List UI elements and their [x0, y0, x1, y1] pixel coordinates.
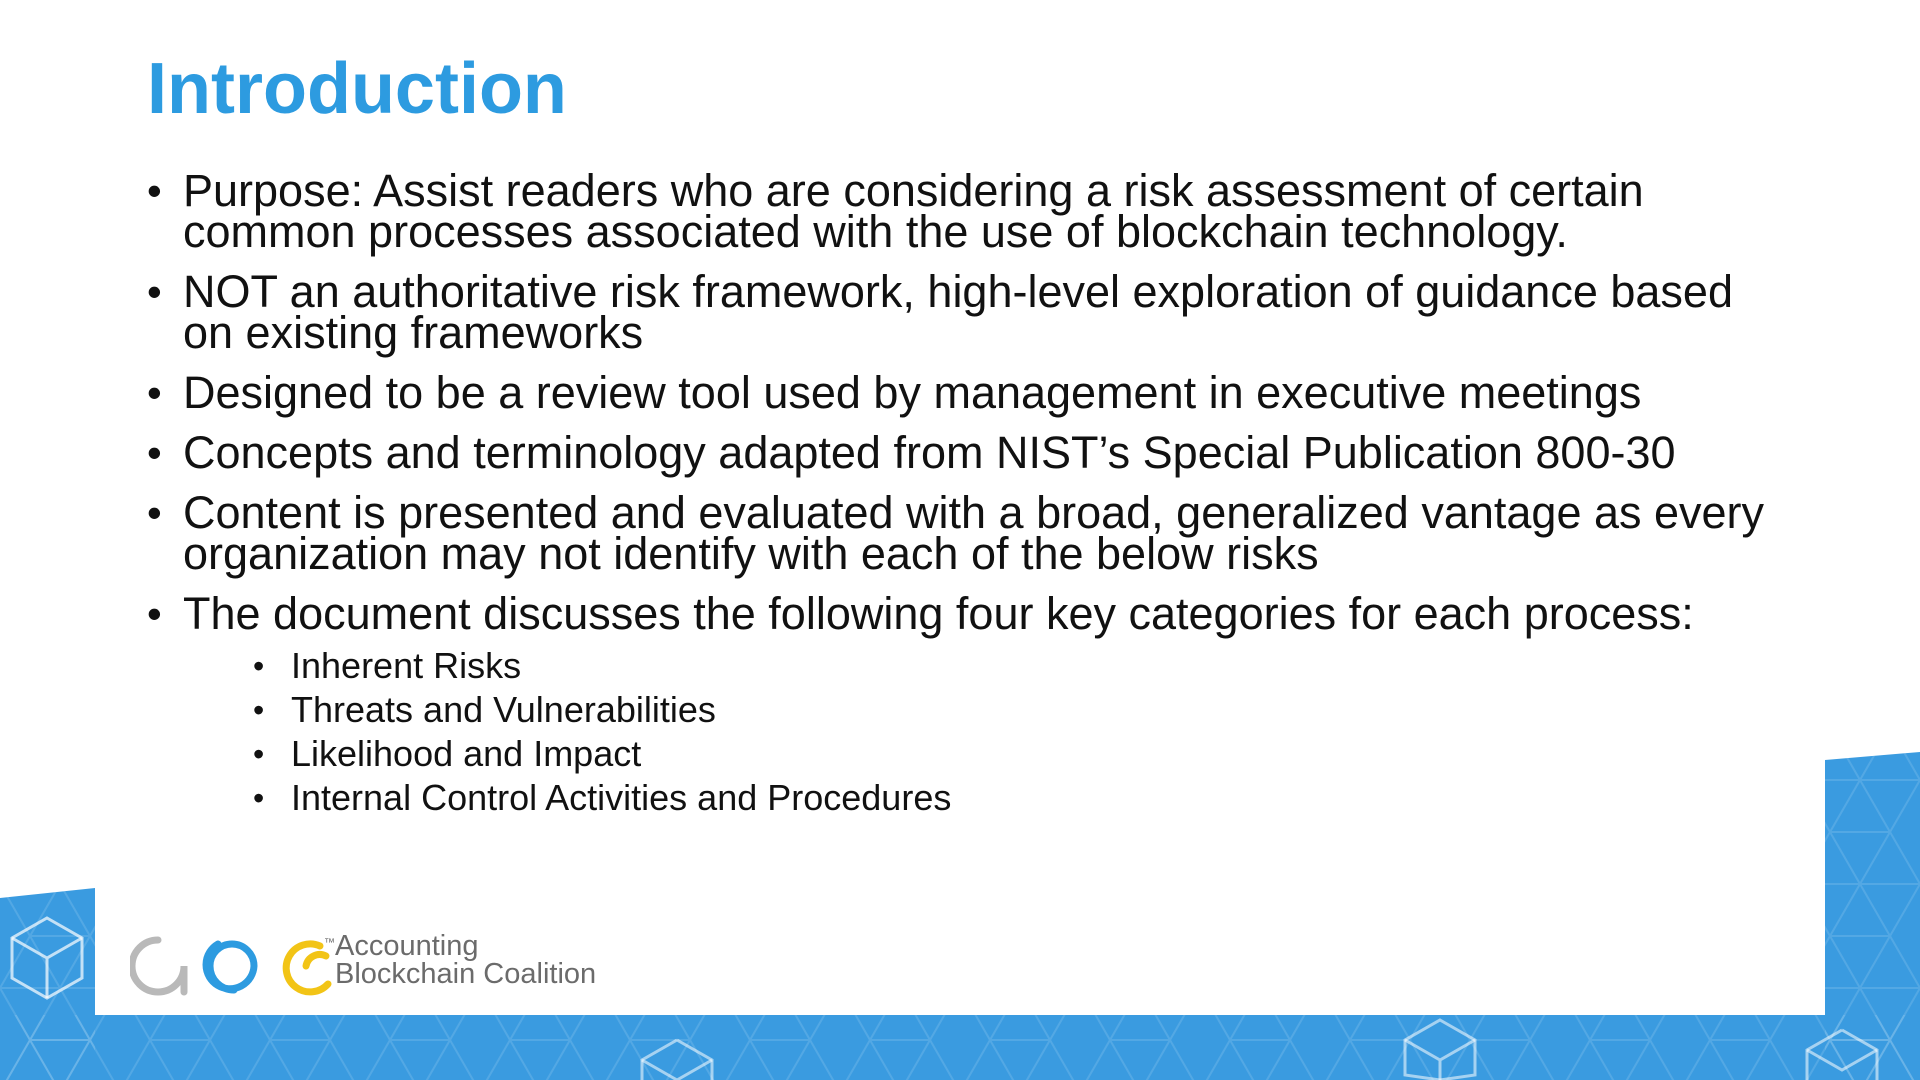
bullet-item [147, 487, 1767, 579]
bullet-item [147, 165, 1767, 257]
bullet-text: NOT an authoritative risk framework, high-level exploration of guidance based on existing frameworks [183, 266, 1733, 358]
slide-title: Introduction [147, 49, 567, 129]
bullet-dot: • [147, 429, 162, 476]
trademark-symbol: ™ [324, 937, 335, 949]
bullet-text: Concepts and terminology adapted from NIST’s Special Publication 800-30 [183, 427, 1676, 478]
bullet-item [147, 367, 1767, 418]
bullet-text: Designed to be a review tool used by management in executive meetings [183, 367, 1642, 418]
sub-bullet-dot: • [253, 736, 265, 772]
sub-bullet-item [253, 732, 1767, 776]
sub-bullet-dot: • [253, 780, 265, 816]
bullet-list [147, 165, 1767, 839]
bullet-item [147, 588, 1767, 820]
sub-bullet-text: Internal Control Activities and Procedures [291, 777, 952, 818]
bullet-dot: • [147, 268, 162, 315]
sub-bullet-dot: • [253, 692, 265, 728]
bullet-item [147, 427, 1767, 478]
logo-line-2: Blockchain Coalition [335, 958, 597, 990]
sub-bullet-item [253, 644, 1767, 688]
sub-bullet-text: Threats and Vulnerabilities [291, 689, 716, 730]
sub-bullet-list [183, 644, 1767, 820]
bullet-text: The document discusses the following four key categories for each process: [183, 588, 1694, 639]
logo-wordmark [335, 932, 596, 988]
sub-bullet-text: Inherent Risks [291, 645, 522, 686]
logo-line-1: Accounting [335, 930, 479, 962]
bullet-item [147, 266, 1767, 358]
bullet-dot: • [147, 167, 162, 214]
bullet-text: Content is presented and evaluated with a broad, generalized vantage as every organization may not identify with each of the below risks [183, 487, 1765, 579]
sub-bullet-text: Likelihood and Impact [291, 733, 642, 774]
sub-bullet-item [253, 776, 1767, 820]
bullet-dot: • [147, 369, 162, 416]
bullet-dot: • [147, 590, 162, 637]
bullet-text: Purpose: Assist readers who are considering a risk assessment of certain common processes associated with the use of blockchain technology. [183, 165, 1644, 257]
sub-bullet-item [253, 688, 1767, 732]
sub-bullet-dot: • [253, 648, 265, 684]
bullet-dot: • [147, 489, 162, 536]
